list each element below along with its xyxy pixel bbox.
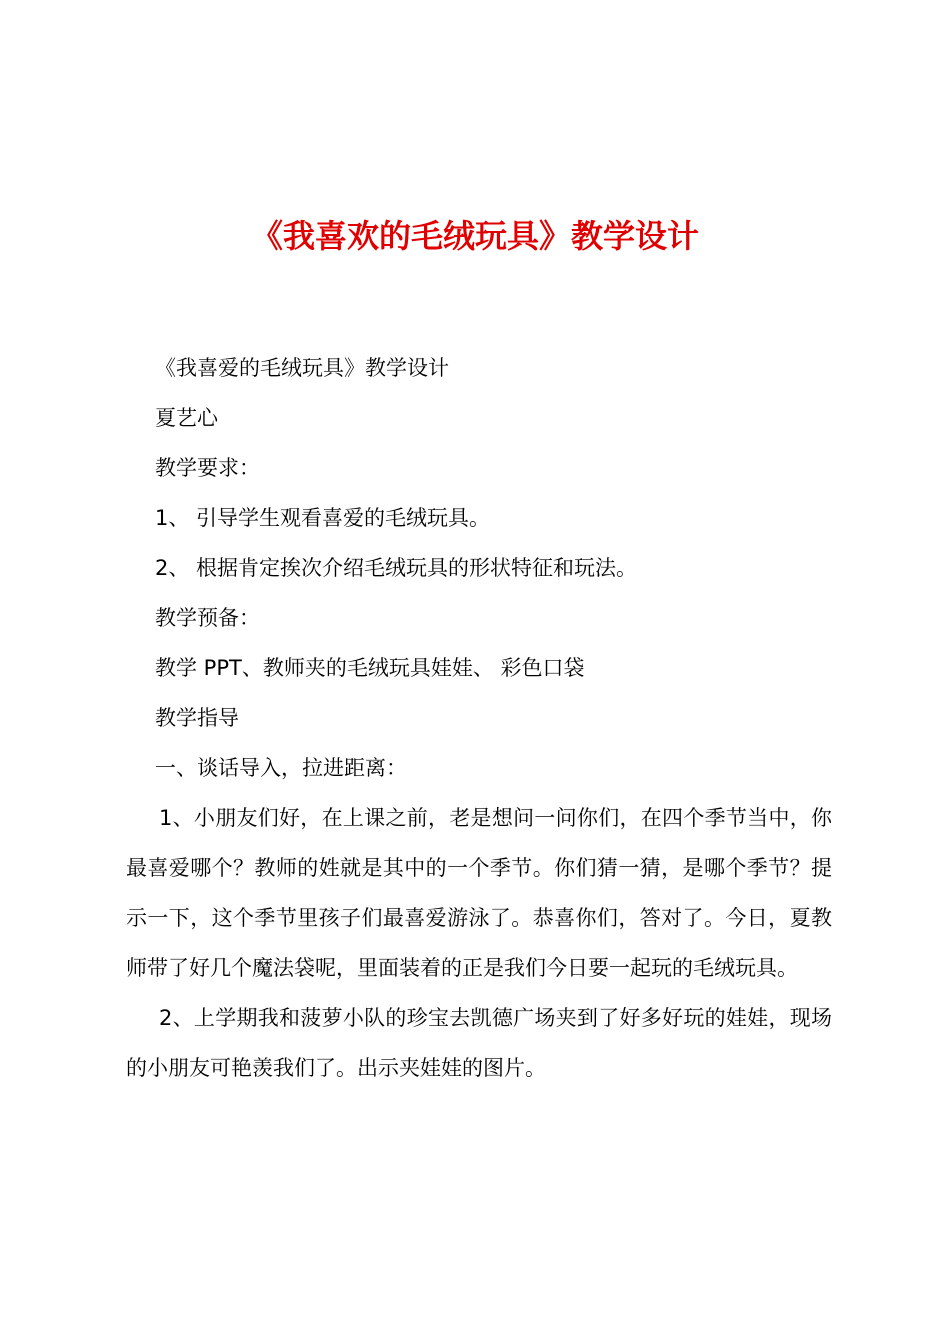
section-heading-intro: 一、谈话导入，拉进距离： xyxy=(155,756,407,780)
section-heading-preparation: 教学预备： xyxy=(155,606,260,630)
preparation-materials: 教学 PPT、教师夹的毛绒玩具娃娃、 彩色口袋 xyxy=(155,656,585,680)
author-name: 夏艺心 xyxy=(155,406,218,430)
section-heading-requirements: 教学要求： xyxy=(155,456,260,480)
lesson-heading: 《我喜爱的毛绒玩具》教学设计 xyxy=(155,356,449,380)
document-body xyxy=(126,343,832,1093)
paragraph-2: 2、上学期我和菠萝小队的珍宝去凯德广场夹到了好多好玩的娃娃，现场的小朋友可艳羡我们了。出示夹娃娃的图片。 xyxy=(126,1006,832,1080)
document-title: 《我喜欢的毛绒玩具》教学设计 xyxy=(250,217,699,255)
requirement-item-2: 2、 根据肯定挨次介绍毛绒玩具的形状特征和玩法。 xyxy=(155,556,638,580)
requirement-item-1: 1、 引导学生观看喜爱的毛绒玩具。 xyxy=(155,506,491,530)
paragraph-1: 1、小朋友们好，在上课之前，老是想问一问你们，在四个季节当中，你最喜爱哪个？教师的姓就是其中的一个季节。你们猜一猜，是哪个季节？提示一下，这个季节里孩子们最喜爱游泳了。恭喜你们，答对了。今日，夏教师带了好几个魔法袋呢，里面装着的正是我们今日要一起玩的毛绒玩具。 xyxy=(126,806,832,980)
section-heading-guidance: 教学指导 xyxy=(155,706,239,730)
